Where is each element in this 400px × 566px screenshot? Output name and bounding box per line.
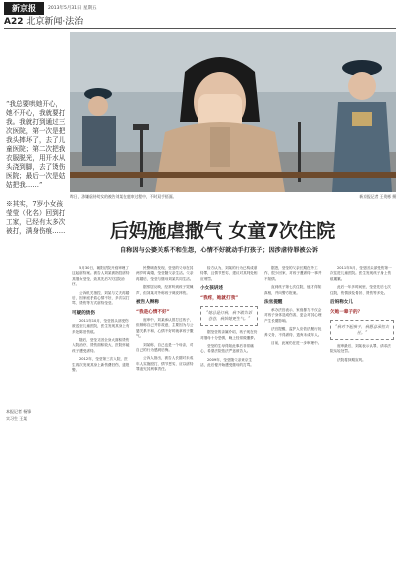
page-header: A22 北京新闻·法治 <box>4 17 84 27</box>
masthead <box>4 2 396 28</box>
paragraph: 公诉机关指控，刘某与丈夫再婚后，因家庭矛盾心情不好，多次以打骂、烫伤等方式虐待莹莹。 <box>72 290 130 306</box>
article-column-2 <box>136 266 194 376</box>
pull-quote-first: “我总要哄她开心，她不开心，我就要打我。我就打到通过三次医院，第一次是把我头摔坏了，去了儿童医院；第二次把我衣服脱光，用开水从头浇到脚，去了烫伤医院；最后一次是姑姑把我……” <box>6 100 66 189</box>
newspaper-brand: 新京报 <box>4 2 44 15</box>
section-name: 北京新闻 <box>26 17 63 27</box>
section-heading: 小女孩讲述 <box>200 286 223 292</box>
article-column-5 <box>330 266 394 366</box>
paragraph: 检方认为，刘某的行为已构成虐待罪，且情节恶劣，建议对其判处相应刑罚。 <box>200 266 258 281</box>
paragraph: 2011年5月，莹莹因头部受伤第一次住进儿童医院。医生发现孩子身上伤痕累累。 <box>330 266 392 281</box>
photo-credit: 新京报记者 王贵彬 摄 <box>359 194 396 199</box>
section-subheading: “我疼，她就打我” <box>200 296 239 302</box>
paragraph: 公诉人指出，被告人长期对未成年人实施殴打，情节恶劣，应以虐待罪追究其刑事责任。 <box>136 356 194 372</box>
section-heading: 后妈称女儿 <box>330 300 353 306</box>
byline-intern: 实习生 王某 <box>6 416 28 421</box>
section-heading: 可疑的烫伤 <box>72 310 95 316</box>
paragraph: 莹莹的生母得知此事后非常痛心，希望法院依法严惩被告人。 <box>200 344 254 354</box>
subsection-name: 法治 <box>65 17 84 27</box>
header-rule <box>4 28 396 29</box>
paragraph: 法官提醒，监护人应依法履行抚养义务，不得虐待、遗弃未成年人。 <box>264 327 322 337</box>
byline <box>6 408 66 422</box>
section-heading: 法官提醒 <box>264 300 283 306</box>
page-number: A22 <box>4 17 24 27</box>
pull-quote <box>6 100 66 236</box>
paragraph: 5月30日，朝阳法院开庭审理了这起虐待案。被告人刘某被指控虐待其继女莹莹，致其先后7次住院治疗。 <box>72 266 130 287</box>
paragraph: 刘某称，自己也是一个母亲，对自己的行为感到后悔。 <box>136 342 194 353</box>
paragraph: 承办法官表示，家庭暴力不仅会对孩子身体造成伤害，更会对其心理产生长期影响。 <box>264 308 322 323</box>
paragraph: 法院将择期宣判。 <box>337 357 366 362</box>
subheadline: 自称因与公婆关系不和生怨，心情不好就动手打孩子；因涉虐待罪被公诉 <box>120 247 318 254</box>
paragraph: 庭审最后，刘某表示认罪，请求法院从轻处罚。 <box>330 344 391 354</box>
article-column-4 <box>264 266 322 349</box>
section-subheading: “我是心情不好” <box>136 310 170 316</box>
paragraph: 民警调查发现，莹莹的父母在其两岁时离婚，莹莹随父亲生活。父亲再婚后，莹莹与继母刘某共同生活。 <box>136 266 194 281</box>
paragraph: 直到孩子第七次住院，他才得知真相，并向警方报案。 <box>264 285 322 295</box>
quote-box: “她总是打我，我不敢告诉爸爸，我怕她更生气。” <box>200 306 258 326</box>
paragraph: 据莹莹的亲属介绍，孩子现在仍对继母十分恐惧，晚上经常做噩梦。 <box>200 330 258 340</box>
section-heading: 被告人辩称 <box>136 300 159 306</box>
article-column-1 <box>72 266 130 377</box>
paragraph: 随后，莹莹又因全身大面积烫伤入院治疗，烫伤面积较大，医院怀疑孩子遭受虐待。 <box>72 338 130 353</box>
paragraph: 2012年，莹莹第三次入院，医生再次发现其身上新伤叠旧伤，遂报警。 <box>72 357 130 373</box>
paragraph: 据邻居反映，经常听到孩子哭喊声，但刘某对外称孩子调皮摔伤。 <box>136 285 194 295</box>
courtroom-photo <box>70 32 396 192</box>
issue-date: 2013年5月31日 星期五 <box>48 6 97 11</box>
quote-box: “我对不起孩子，我愿意承担责任。” <box>330 320 394 340</box>
paragraph: 庭审中，刘某承认曾打过孩子，但辩称自己并非故意，主要因为与公婆关系不和，心情不好时就拿孩子撒气。 <box>136 318 194 339</box>
byline-reporter: 本报记者 杨锋 <box>6 409 32 414</box>
headline: 后妈施虐撒气 女童7次住院 <box>110 220 335 242</box>
pull-quote-second: ※其实，7岁小女孩莹莹（化名）回到打工家，已经有太多次被打，满身伤痕…… <box>6 200 66 235</box>
paragraph: 此后一年多时间里，莹莹先后七次住院，伤情涉及骨折、烫伤等多处。 <box>330 285 391 295</box>
courtroom-photo-illustration <box>70 32 396 192</box>
paragraph: 据悉，莹莹的父亲长期在外工作，很少回家，对孩子遭虐待一事并不知情。 <box>264 266 322 281</box>
photo-caption: 昨日，涉嫌虐待幼女的被告刘某在庭审过程中，不时双手捂面。 <box>70 194 177 199</box>
paragraph: 2009年，莹莹随父亲来京生活，此后便开始遭受继母的打骂。 <box>200 357 254 368</box>
article-column-3 <box>200 266 258 372</box>
section-subheading: 欠她一辈子的？ <box>330 310 363 316</box>
paragraph: 2011年10月，莹莹因头部受伤被送至儿童医院，医生发现其身上有多处陈旧伤痕。 <box>72 318 130 334</box>
paragraph: 目前，此案仍在进一步审理中。 <box>271 341 322 346</box>
